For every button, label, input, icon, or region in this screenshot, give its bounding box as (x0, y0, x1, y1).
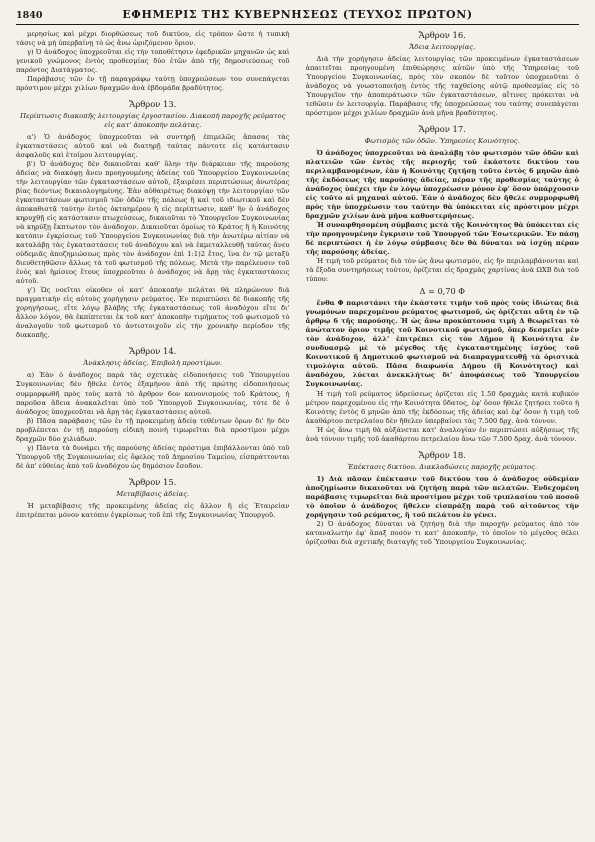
article-17-heading: Ἄρθρον 17. (418, 124, 466, 135)
paragraph: β') Ὁ ἀνάδοχος δὲν δικαιοῦται καθ' ὅλην τὴν διάρκειαν τῆς παρούσης ἀδείας νὰ διακόψῃ ἄνευ προηγουμένης ἀδείας τοῦ Ὑπουργείου Συγκοινωνίας τὴν λειτουργίαν τῶν ἐγκαταστάσεων αὐτοῦ, ἐξαιρέσει περιπτώσεως ἀνωτέρας βίας δεόντως δικαιολογημένης. Ἐὰν αὐθαιρέτως διακόψῃ τὴν λειτουργίαν τῶν ἐγκαταστάσεων φωτισμοῦ τῶν ὁδῶν τῆς πόλεως ἢ καὶ τοῦ ιδιωτικοῦ καὶ δὲν ἀποκαθιστᾷ ταύτην ἐντὸς ὀκταημέρου ἢ εἰς περίπτωσιν, καθ' ἣν ὁ ἀνάδοχος κηρυχθῇ εἰς κατάστασιν πτωχεύσεως, δικαιοῦται τὸ Ὑπουργεῖον Συγκοινωνίας νὰ κηρύξῃ ἔκπτωτον τὸν ἀνάδοχον. Δικαιοῦται ὁμοίως τὸ Κράτος ἢ ἡ Κοινότης κατόπιν ἐγκρίσεως τοῦ Ὑπουργείου Συγκοινωνίας διὰ τὴν ἀνωτέρω αἰτίαν νὰ καταλάβῃ τὰς ἐγκαταστάσεις τοῦ ἀναδόχου καὶ νὰ ἐκμεταλλευθῇ ταύτας ἄνευ οὐδεμιᾶς ἀποζημιώσεως πρὸς τὸν ἀνάδοχον ἐπὶ 1:1)2 ἔτος, ἵνα ἐν τῷ μεταξὺ διευθετηθῶσιν ἄλλως τὰ τοῦ φωτισμοῦ τῆς πόλεως. Μετὰ τὴν παρέλευσιν τοῦ ἑνὸς καὶ ἡμίσεος ἔτους ὑποχρεοῦται ὁ ἀνάδοχος νὰ ἄρῃ τὰς ἐγκαταστάσεις αὐτοῦ. (16, 160, 290, 286)
article-15-heading: Ἄρθρον 15. (129, 476, 177, 487)
paragraph: Ἡ τιμὴ τοῦ ρεύματος διὰ τὸν ὡς ἄνω φωτισμόν, εἰς ἣν περιλαμβάνονται καὶ τὰ ἔξοδα συντηρήσεως τούτου, ὁρίζεται εἰς δραχμὰς χαρτίνας ἀνὰ ΩΧΒ διὰ τοῦ τύπου: (305, 257, 579, 284)
paragraph: μερησίως καὶ μέχρι διορθώσεως τοῦ δικτύου, εἰς τρόπον ὥστε ἡ τυπικὴ τάσις νὰ μὴ ὑπερβαίνῃ τὸ ὡς ἄνω ὡριζόμενον ὅριον. (16, 30, 290, 48)
paragraph: Ἡ τιμὴ τοῦ ρεύματος ὑδρεύσεως ὁρίζεται εἰς 1.50 δραχμὰς κατὰ κυβικὸν μέτρον παρεχομένου εἰς τὴν Κοινότητα ὕδατος, ἐφ' ὅσον ἤθελε ζητήσει τοῦτο ἡ Κοινότης ἐντὸς 6 μηνῶν ἀπὸ τῆς ἐκδόσεως τῆς ἀδείας καὶ ἐφ' ὅσον ἡ τιμὴ τοῦ ἀκαθάρτου πετρελαίου δὲν ἤθελεν ὑπερβαίνει τὰς 7.500 δρχ. ἀνὰ τόννον. (305, 389, 579, 425)
paragraph: ἔνθα Φ παριστάνει τὴν ἑκάστοτε τιμὴν τοῦ πρὸς τοὺς ἰδιώτας διὰ γνωμόνων παρεχομένου ρεύματος φωτισμοῦ, ὡς ὁρίζεται αὕτη ἐν τῷ ἄρθρῳ 6 τῆς παρούσης. Ἡ ὡς ἄνω προκύπτουσα τιμὴ Δ θεωρεῖται τὸ ἀνώτατον ὅριον τιμῆς τοῦ Κοινοτικοῦ φωτισμοῦ, ὅπερ δεσμεῖει μὲν τὸν ἀνάδοχον, ἀλλ' ἐπιτρέπει εἰς τὸν Δῆμον ἢ Κοινότητα ἐν συνδυασμῷ μὲ τὸ μέγεθος τῆς ἐγκαταστημένης ἰσχύος τοῦ Κοινοτικοῦ ἢ Δημοτικοῦ φωτισμοῦ νὰ διαπραγματευθῇ τὰ ὁριστικὰ τιμολόγια αὐτοῦ. Πᾶσα διαφωνία Δήμου (ἢ Κοινότητος) καὶ ἀναδόχου, λύεται ἀνεκκλήτως δι' ἀποφάσεως τοῦ Ὑπουργείου Συγκοινωνίας. (305, 299, 579, 389)
article-13-subtitle: Περίπτωσις διακοπῆς λειτουργίας ἐργοστασίου. Διακοπὴ παροχῆς ρεύματος εἰς κατ' ἀποκοπὴν πελάτας. (20, 112, 286, 130)
article-18-heading: Ἄρθρον 18. (418, 449, 466, 460)
page-header (16, 8, 579, 25)
paragraph: β) Πᾶσα παράβασις τῶν ἐν τῇ προκειμένῃ ἀδείᾳ τεθέντων ὅρων δι' ἣν δὲν προβλέπεται ἐν τῇ παρούσῃ εἰδικὴ ποινὴ τιμωρεῖται διὰ προστίμου μέχρι δραχμῶν δύο χιλιάδων. (16, 416, 290, 443)
article-17-subtitle: Φωτισμὸς τῶν ὁδῶν. Ὑπηρεσίες Κοινότητος. (364, 137, 520, 146)
article-15-subtitle: Μεταβίβασις ἀδείας. (116, 489, 190, 498)
article-14-heading: Ἄρθρον 14. (129, 346, 177, 357)
paragraph: γ') Ὡς νοεῖται οἰκοθεν οἱ κατ' ἀποκοπὴν πελάται θὰ πληρώνουν διὰ πραγματικὴν εἰς αὐτοὺς χορήγησιν ρεύματος. Ἐν περιπτώσει δὲ διακοπῆς τῆς χορηγήσεως, εἴτε λόγῳ βλάβης τῆς ἐγκαταστάσεως τοῦ ἀναδόχου εἴτε δι' ἄλλον λόγον, θὰ ἐκπίπτεται ἐκ τοῦ κατ' ἀποκοπὴν τιμήματος τοῦ φωτισμοῦ τὸ ἀναλογοῦν τοῦ φωτισμοῦ τὸ ἀντιστοιχοῦν εἰς τὴν χρονικὴν περίοδον τῆς διακοπῆς. (16, 286, 290, 340)
paragraph: γ) Ὁ ἀνάδοχος ὑποχρεοῦται εἰς τὴν τοποθέτησιν ἐφεδρικῶν μηχανῶν ὡς καὶ γενικοῦ γνώμονος ἐντὸς προθεσμίας δύο ἐτῶν ἀπὸ τῆς δημοσιεύσεως τοῦ παρόντος Διατάγματος. (16, 48, 290, 75)
article-13-heading: Ἄρθρον 13. (129, 99, 177, 110)
paragraph: Ἡ συναφθησομένη σύμβασις μετὰ τῆς Κοινότητος θὰ ὑπόκειται εἰς τὴν προηγουμένην ἔγκρισιν τοῦ Ὑπουργοῦ τῶν Ἐσωτερικῶν. Ἐν πάσῃ δὲ περιπτώσει ἡ ἐν λόγῳ σύμβασις δὲν θὰ δύναται νὰ ἰσχύῃ πέραν τῆς παρούσης ἀδείας. (305, 221, 579, 257)
article-18-subtitle: Ἐπέκτασις δικτύου. Διακλαδώσεις παροχῆς ρεύματος. (347, 462, 538, 471)
paragraph: Ὁ ἀνάδοχος ὑποχρεοῦται νὰ ἀναλάβῃ τὸν φωτισμὸν τῶν ὁδῶν καὶ πλατειῶν τῶν ἐντὸς τῆς περιοχῆς τοῦ ἐκάστοτε δικτύου του περιλαμβανομένων, ἐὰν ἡ Κοινότης ζητήσῃ τοῦτο ἐντὸς 6 μηνῶν ἀπὸ τῆς ἐκδόσεως τῆς παρούσης ἀδείας, πέραν τῆς προθεσμίας ταύτης ὁ ἀνάδοχος ὑπέχει τὴν ἐν λόγῳ ὑποχρέωσιν μόνον ἐφ' ὅσον ὑπάρχουσιν εἰς τοῦτο αἱ μηχαναὶ αὐτοῦ. Ἐὰν ὁ ἀνάδοχος δὲν ἤθελε συμμορφωθῆ πρὸς τὴν ὑποχρέωσιν του ταύτην θὰ ὑπόκειται εἰς πρόστιμον μέχρι δραχμῶν χιλίων ἀνὰ μῆνα καθυστερήσεως. (305, 149, 579, 221)
paragraph: 1) Διὰ πᾶσαν ἐπέκτασιν τοῦ δικτύου του ὁ ἀνάδοχος οὐδεμίαν ἀποζημίωσιν δικαιοῦται νὰ ζητήσῃ παρὰ τῶν πελατῶν. Ἐνδεχομένη παράβασις τιμωρεῖται διὰ προστίμου μέχρι τοῦ τριπλασίου τοῦ ποσοῦ τὸ ὁποῖον ὁ ἀνάδοχος ἤθελεν εἰσπράξῃ παρὰ τοῦ αἰτοῦντος τὴν χορήγησιν τοῦ ρεύματος, ἢ τοῦ πελάτου ἐν γένει. (305, 474, 579, 519)
page-number: 1840 (16, 10, 43, 21)
price-formula: Δ = 0,70 Φ (419, 286, 466, 297)
paragraph: Ἡ ὡς ἄνω τιμὴ θὰ αὐξάνεται κατ' ἀναλογίαν ἐν περιπτώσει αὐξήσεως τῆς ἀνὰ τόννον τιμῆς τοῦ ἀκαθάρτου πετρελαίου ἄνω τῶν 7.500 δραχ. ἀνὰ τόννον. (305, 425, 579, 443)
paragraph: Παράβασις τῶν ἐν τῇ παραγράφῳ ταύτῃ ὑποχρεώσεων του συνεπάγεται πρόστιμον μέχρι χιλίων δραχμῶν ἀνὰ ἑβδομάδα βραδύτητος. (16, 75, 290, 93)
right-column (306, 30, 580, 825)
paragraph: Ἡ μεταβίβασις τῆς προκειμένης ἀδείας εἰς ἄλλον ἢ εἰς Ἑταιρείαν ἐπιτρέπεται μόνον κατόπιν ἐγκρίσεως τοῦ ἐπὶ τῆς Συγκοινωνίας Ὑπουργοῦ. (16, 501, 290, 519)
article-14-subtitle: Ἀνάκλησις ἀδείας. Ἐπιβολὴ προστίμων. (83, 359, 223, 368)
columns (16, 30, 579, 825)
article-16-subtitle: Ἄδεια λειτουργίας. (409, 43, 476, 51)
paragraph: α') Ὁ ἀνάδοχος ὑποχρεοῦται νὰ συντηρῇ ἐπιμελῶς ἅπασας τὰς ἐγκαταστάσεις αὐτοῦ καὶ νὰ διατηρῇ ταύτας πάντοτε εἰς κατάστασιν ἀσφαλοῦς καὶ ἑτοίμου λειτουργίας. (16, 133, 290, 160)
left-column (16, 30, 290, 825)
paragraph: Διὰ τὴν χορήγησιν ἀδείας λειτουργίας τῶν προκειμένων ἐγκαταστάσεων ἀπαιτεῖται προηγουμένη ἐπιθεώρησις αὐτῶν ὑπὸ τῆς Ὑπηρεσίας τοῦ Ὑπουργείου Συγκοινωνίας, πρὸς τὸν σκοπὸν δὲ τοῦτον ὑποχρεοῦται ὁ ἀνάδοχος νὰ γνωστοποιήσῃ ἐντὸς τῆς ταχθείσης αὐτῷ προθεσμίας εἰς τὸ Ὑπουργεῖον τὴν ἀποπεράτωσιν τῶν ἐγκαταστάσεων, αἵτινες πρόκειται νὰ τεθῶσιν ἐν λειτουργίᾳ. Παράβασις τῆς ὑποχρεώσεως του ταύτης συνεπάγεται πρόστιμον μέχρι χιλίων δραχμῶν ἀνὰ μῆνα βραδύτητος. (305, 55, 579, 118)
paragraph: 2) Ὁ ἀνάδοχος δύναται νὰ ζητήσῃ διὰ τὴν παροχὴν ρεύματος ἀπὸ τὸν καταναλωτὴν ἐφ' ἅπαξ ποσὸν τι κατ' ἀποκοπήν, τὸ ὁποῖον τὸ μέγεθος θέλει ὁρίζεσθαι διὰ σχετικῆς διαταγῆς τοῦ Ὑπουργείου Συγκοινωνίας. (305, 519, 579, 546)
gazette-title: ΕΦΗΜΕΡΙΣ ΤΗΣ ΚΥΒΕΡΝΗΣΕΩΣ (ΤΕΥΧΟΣ ΠΡΩΤΟΝ) (122, 8, 473, 21)
article-16-heading: Ἄρθρον 16. (418, 30, 466, 40)
paragraph: α) Ἐὰν ὁ ἀνάδοχος παρὰ τὰς σχετικὰς εἰδοποιήσεις τοῦ Ὑπουργείου Συγκοινωνίας δὲν ἤθελε ἐντὸς ἑξαμήνου ἀπὸ τῆς πρώτης εἰδοποιήσεως συμμορφωθῆ πρὸς τοὺς κατὰ τὸ ἄρθρον 6ον κανονισμοὺς τοῦ Κράτους, ἡ παροῦσα ἄδεια ἀνακαλεῖται ὑπὸ τοῦ Ὑπουργοῦ Συγκοινωνίας, τότε δὲ ὁ ἀνάδοχος ὑποχρεοῦται νὰ ἄρῃ τὰς ἐγκαταστάσεις αὐτοῦ. (16, 371, 290, 416)
paragraph: γ) Πάντα τὰ δυνάμει τῆς παρούσης ἀδείας πρόστιμα ἐπιβάλλονται ὑπὸ τοῦ Ὑπουργοῦ τῆς Συγκοινωνίας εἰς ὄφελος τοῦ Δημοσίου Ταμείου, εἰσπράττονται δὲ ἀπ' εὐθείας ἀπὸ τοῦ ἀναδόχου ὡς δημόσιον ἔσοδον. (16, 443, 290, 470)
